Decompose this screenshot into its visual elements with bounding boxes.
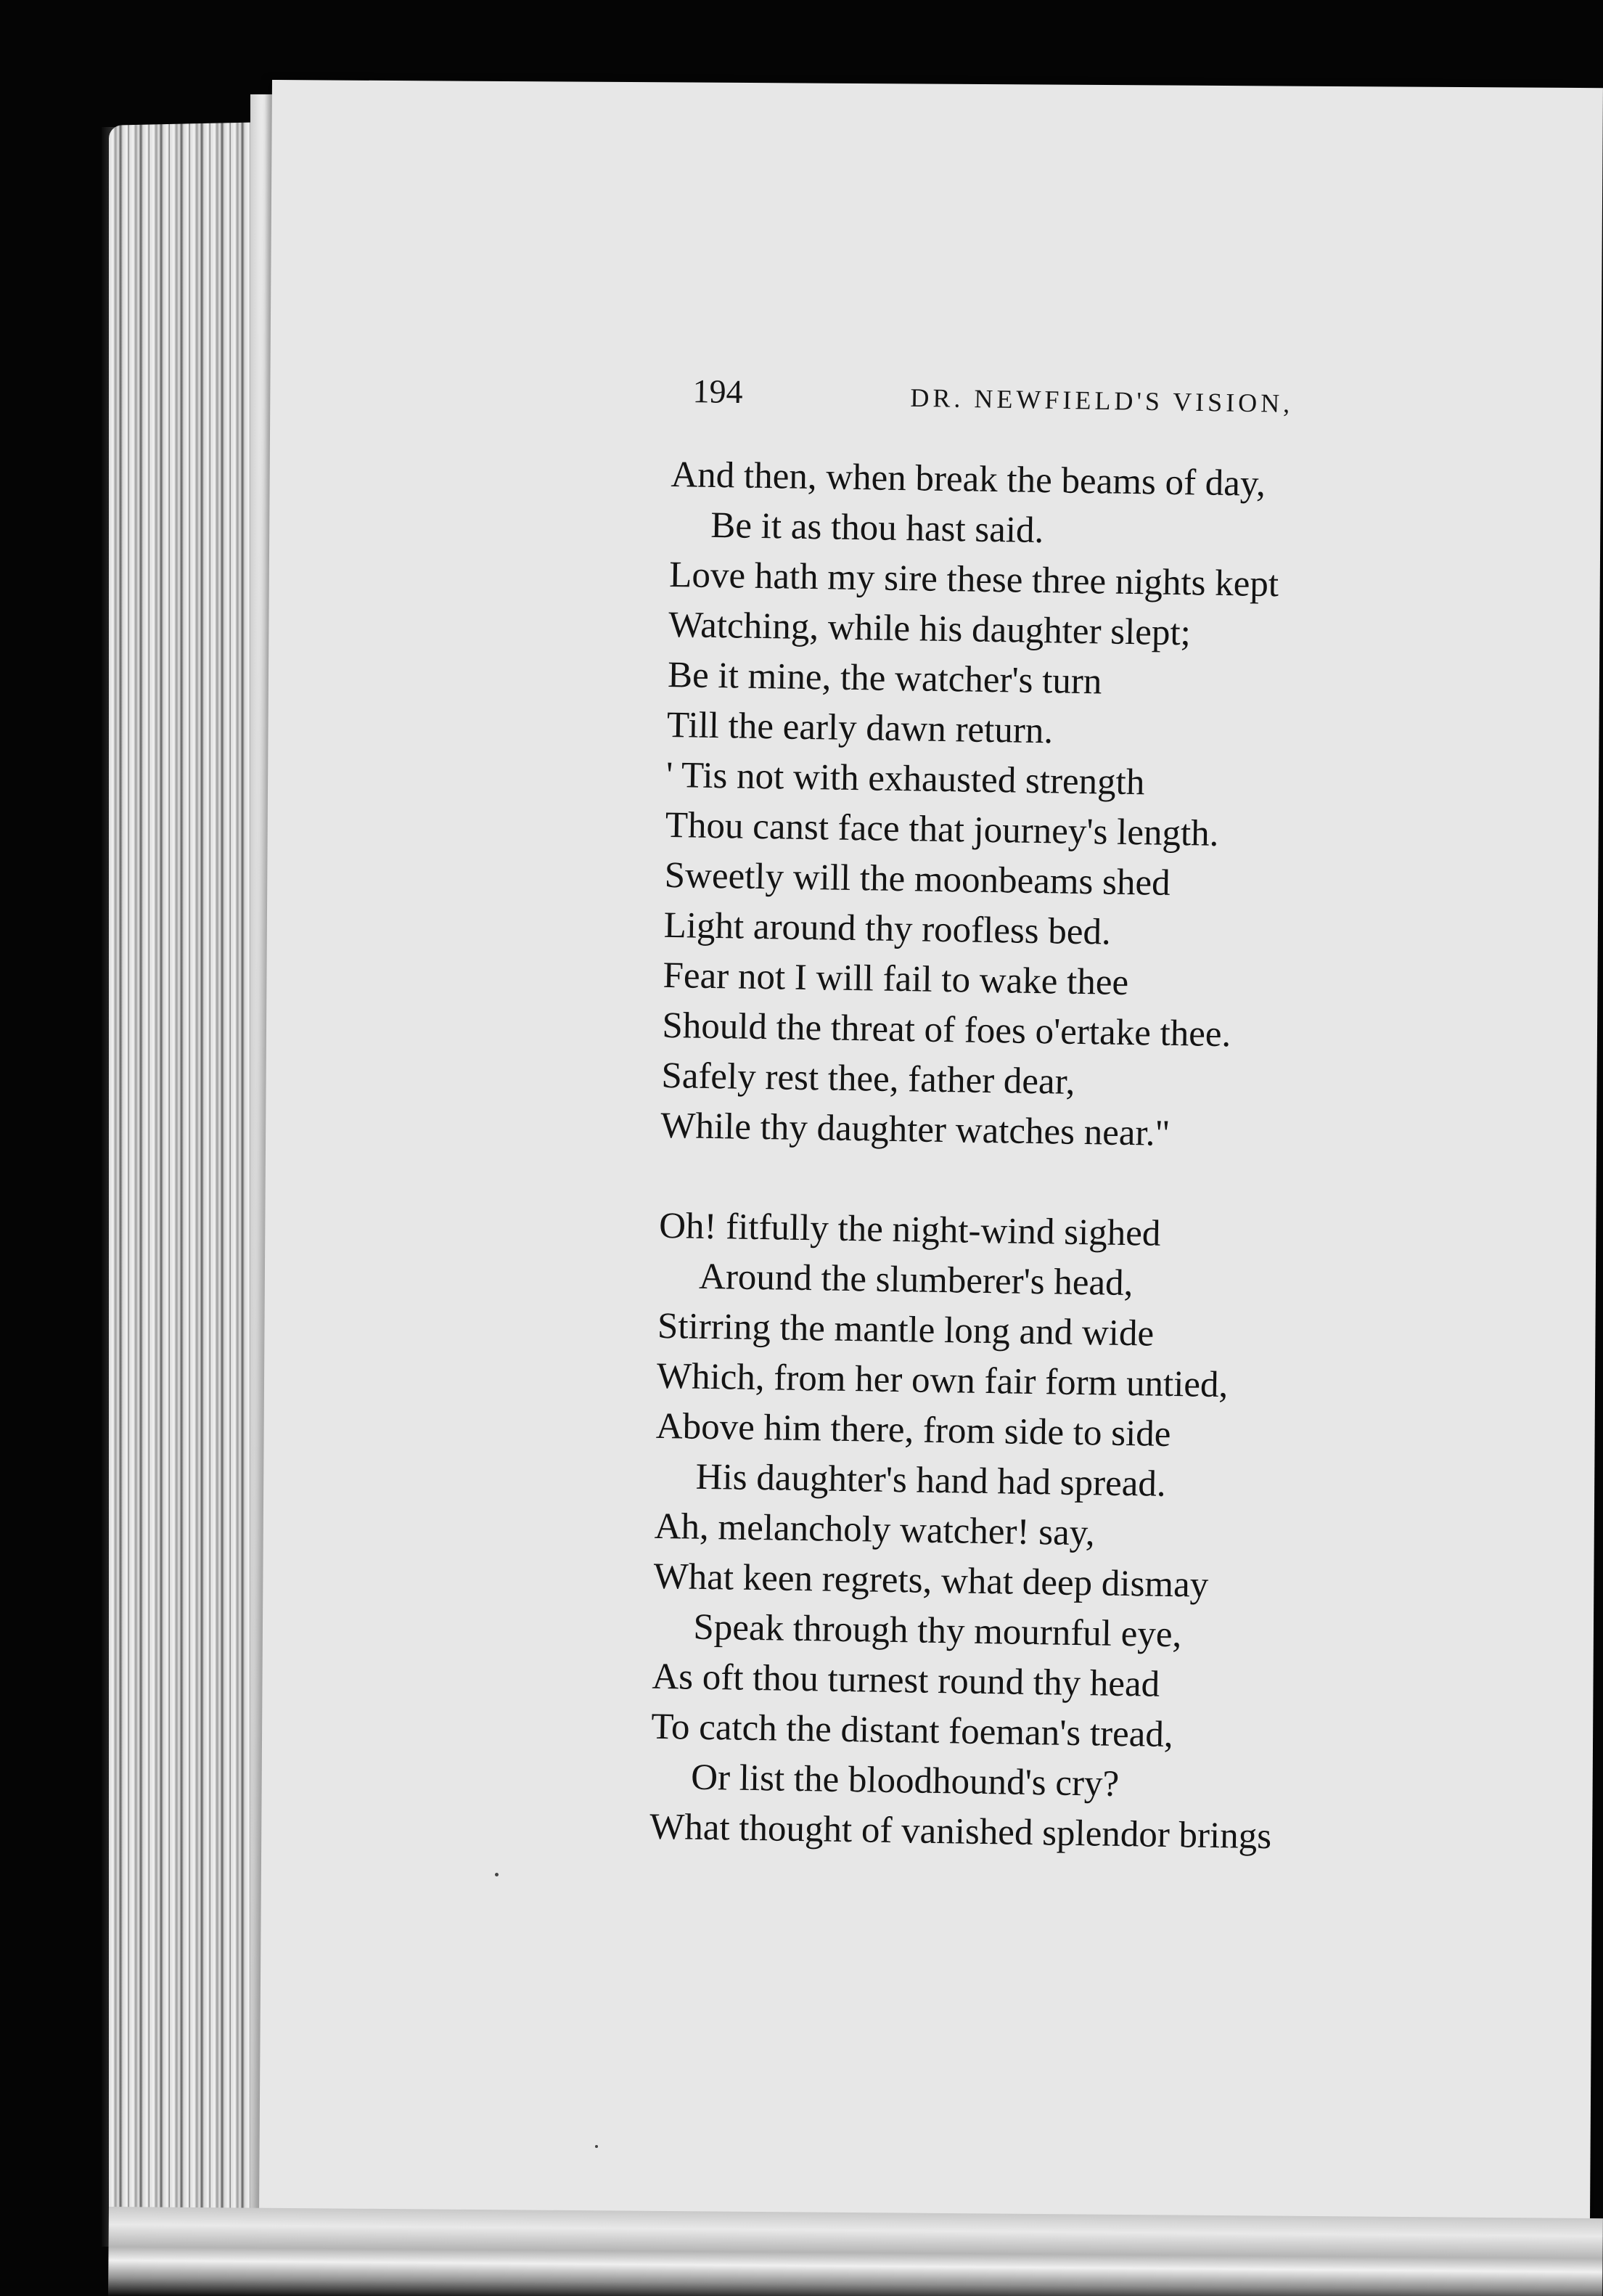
poem-line: Thou canst face that journey's length.	[665, 804, 1219, 854]
poem-line: Ah, melancholy watcher! say,	[654, 1506, 1096, 1554]
poem-line: Sweetly will the moonbeams shed	[664, 854, 1171, 904]
speck	[595, 2145, 598, 2148]
poem-line: Love hath my sire these three nights kept	[668, 554, 1279, 605]
poem-line: What thought of vanished splendor brings	[649, 1806, 1272, 1858]
page-number: 194	[692, 372, 743, 411]
poem-line: His daughter's hand had spread.	[695, 1456, 1167, 1505]
poem-line: Till the early dawn return.	[666, 704, 1054, 752]
stanza	[649, 1201, 1429, 1865]
poem-line: Light around thy roofless bed.	[663, 904, 1112, 953]
poem-line: What keen regrets, what deep dismay	[653, 1556, 1209, 1606]
poem-line: Watching, while his daughter slept;	[668, 604, 1192, 654]
poem-line: Or list the bloodhound's cry?	[690, 1757, 1120, 1805]
poem-line: Stirring the mantle long and wide	[657, 1305, 1155, 1355]
poem-line: Which, from her own fair form untied,	[656, 1355, 1229, 1406]
poem-line: Fear not I will fail to wake thee	[663, 955, 1129, 1003]
poem-line: Safely rest thee, father dear,	[661, 1055, 1075, 1103]
poem-line: ' Tis not with exhausted strength	[665, 754, 1145, 804]
poem-text	[649, 450, 1440, 1864]
poem-line: And then, when break the beams of day,	[671, 454, 1266, 504]
page-bottom-edges	[108, 2207, 1603, 2296]
speck	[495, 1873, 499, 1876]
poem-line: Around the slumberer's head,	[698, 1256, 1133, 1304]
poem-line: As oft thou turnest round thy head	[652, 1656, 1160, 1705]
running-title: DR. NEWFIELD'S VISION,	[910, 383, 1294, 418]
poem-line: Be it as thou hast said.	[710, 504, 1044, 552]
poem-line: Above him there, from side to side	[655, 1405, 1171, 1455]
stanza	[660, 450, 1440, 1164]
poem-line: Should the threat of foes o'ertake thee.	[662, 1005, 1231, 1055]
poem-line: Oh! fitfully the night-wind sighed	[658, 1205, 1161, 1254]
poem-line: While thy daughter watches near."	[660, 1105, 1171, 1154]
poem-line: Speak through thy mournful eye,	[693, 1606, 1182, 1656]
poem-line: Be it mine, the watcher's turn	[667, 654, 1102, 703]
poem-line: To catch the distant foeman's tread,	[650, 1706, 1174, 1756]
